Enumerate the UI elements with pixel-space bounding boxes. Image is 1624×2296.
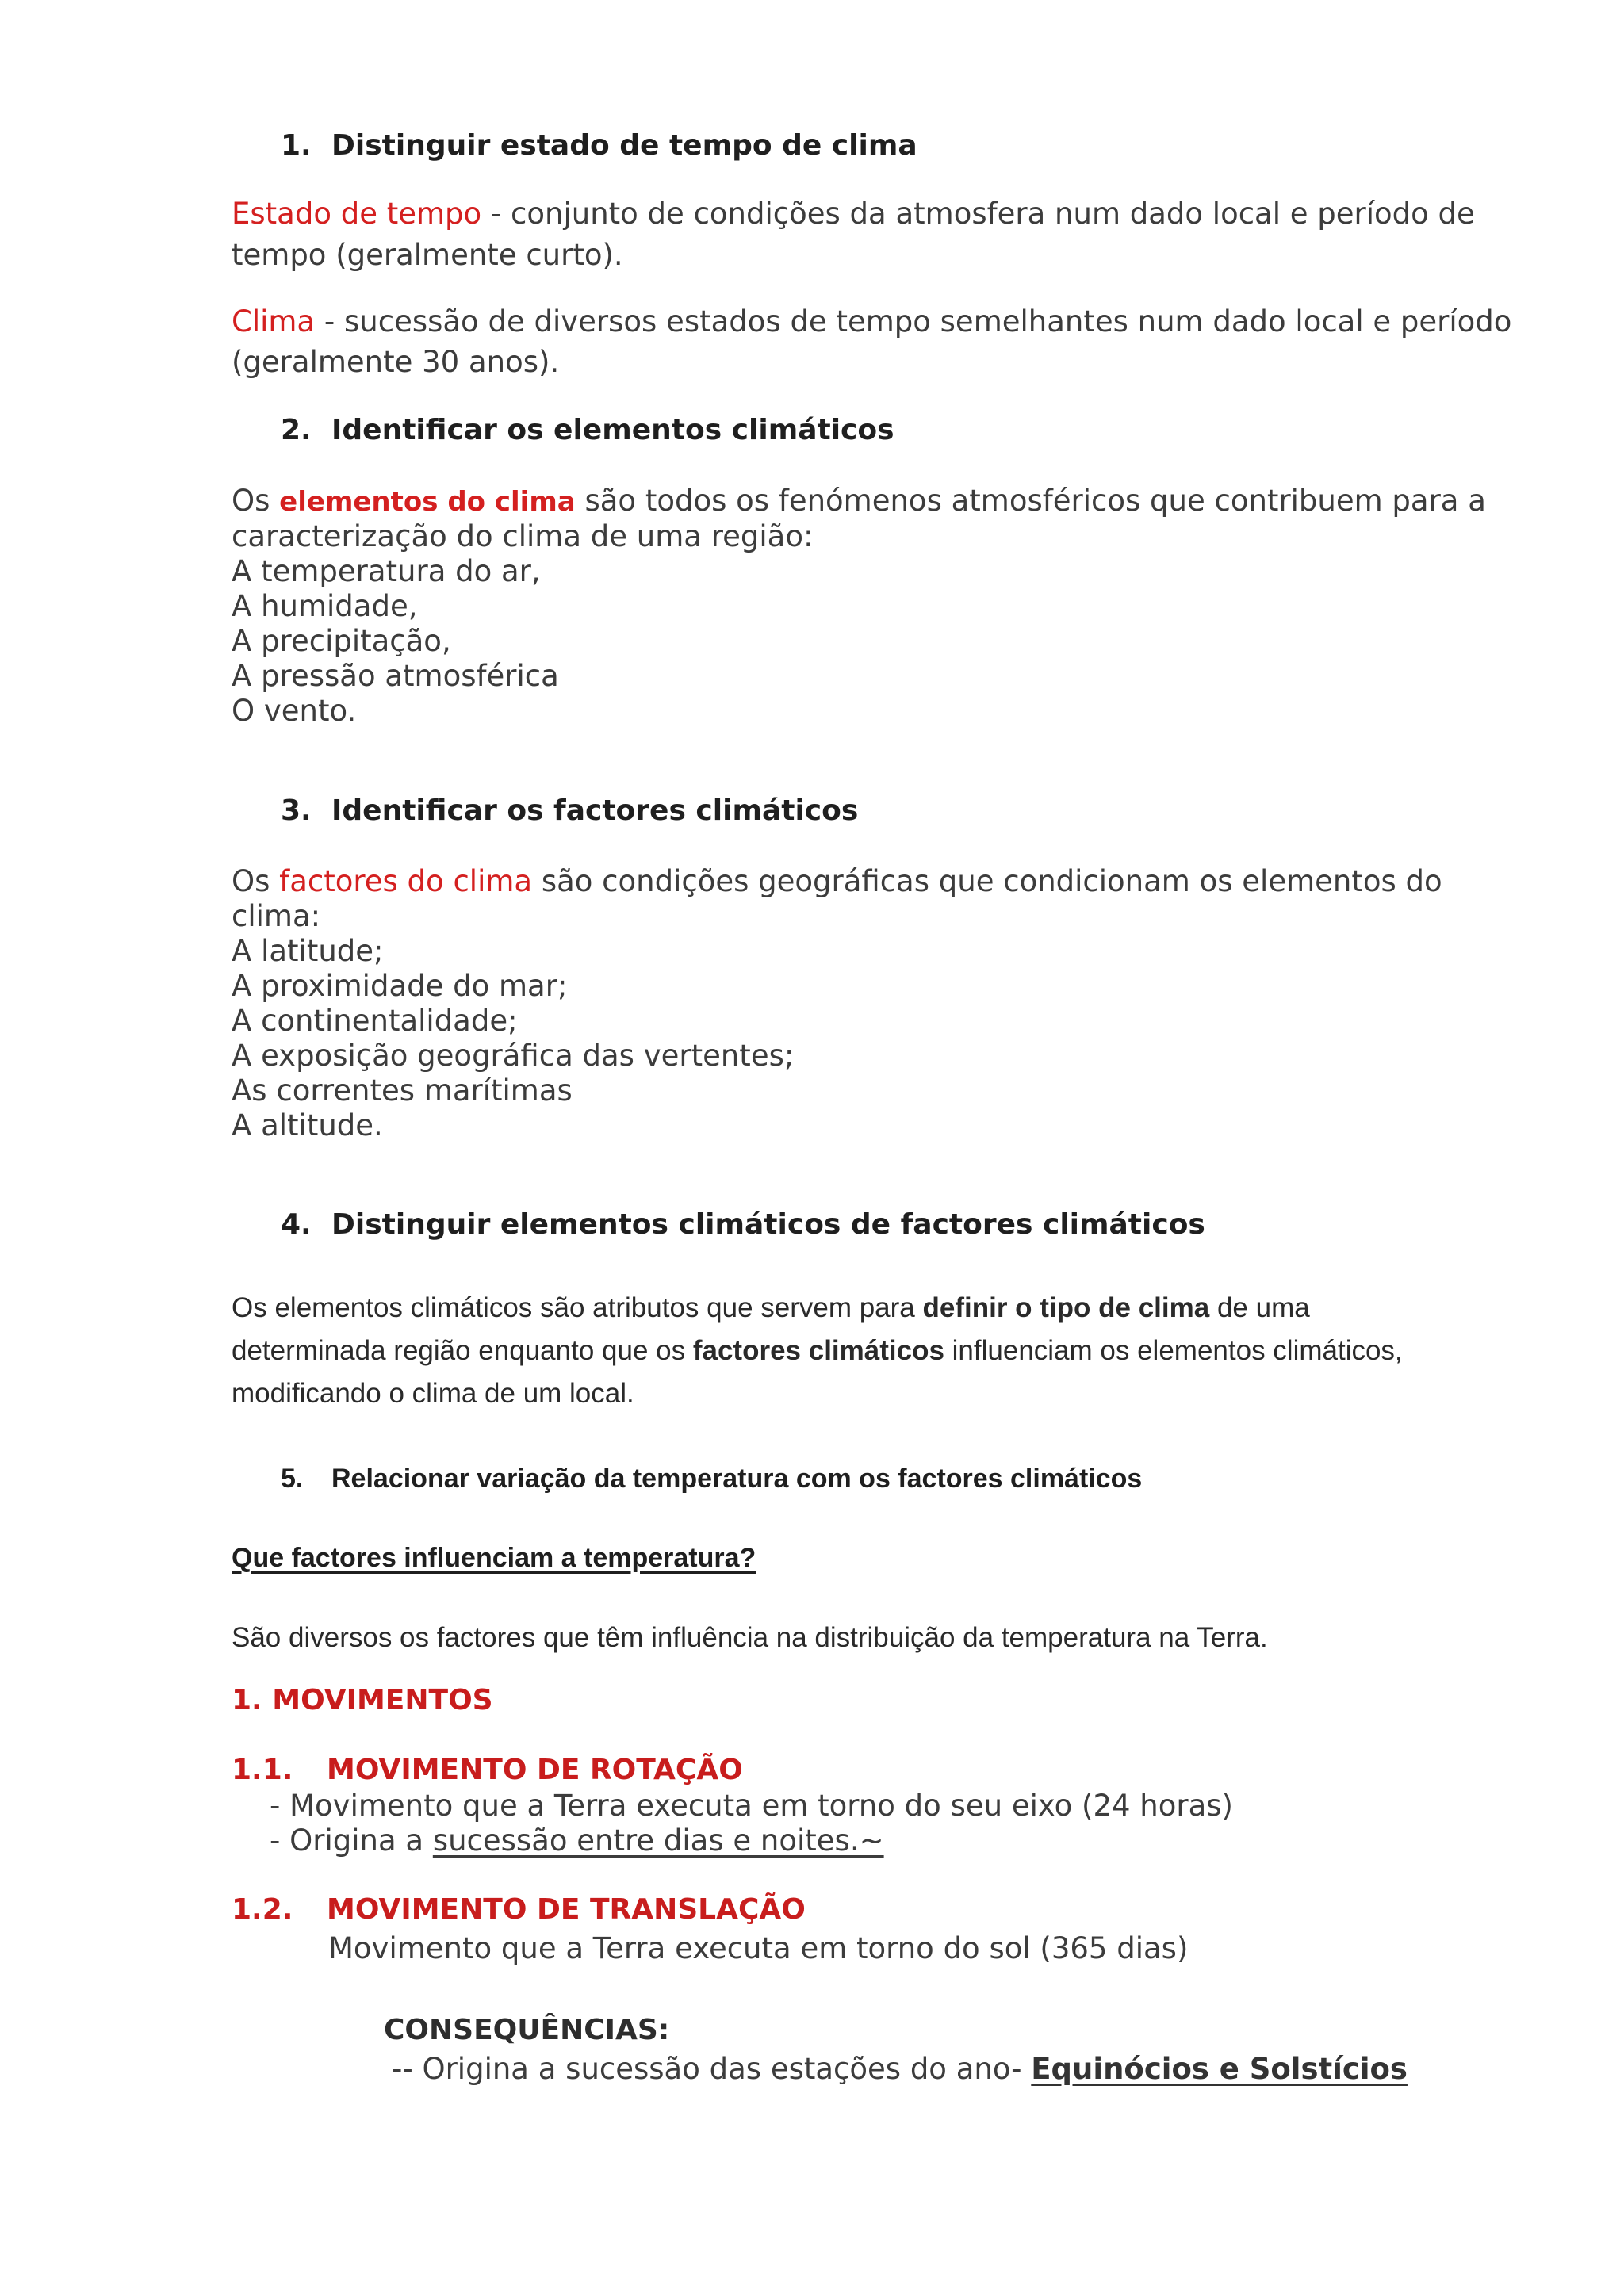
heading-4-number: 4. [281, 1208, 312, 1241]
rotacao-number: 1.1. [232, 1754, 293, 1786]
factores-intro-suffix: são condições geográficas que condicionam os elementos do [532, 864, 1442, 898]
factores-intro-line1 [232, 864, 1442, 898]
term-elementos-do-clima: elementos do clima [279, 486, 576, 518]
elementos-intro-suffix: são todos os fenómenos atmosféricos que contribuem para a [575, 484, 1486, 518]
translacao-title: MOVIMENTO DE TRANSLAÇÃO [327, 1893, 806, 1926]
heading-3-number: 3. [281, 794, 312, 827]
distinction-line3: modificando o clima de um local. [232, 1378, 634, 1409]
movimentos-heading: 1. MOVIMENTOS [232, 1684, 493, 1716]
factores-intro-prefix: Os [232, 864, 280, 898]
heading-5-title: Relacionar variação da temperatura com os factores climáticos [331, 1464, 1143, 1494]
factor-list-item: A latitude; [232, 934, 384, 968]
rotacao-title: MOVIMENTO DE ROTAÇÃO [327, 1754, 743, 1786]
heading-3-title: Identificar os factores climáticos [331, 794, 859, 827]
heading-5 [281, 1464, 1142, 1494]
heading-2-number: 2. [281, 414, 312, 446]
rotacao-line2 [270, 1823, 884, 1858]
elemento-list-item: A temperatura do ar, [232, 554, 541, 588]
heading-3 [281, 794, 858, 827]
estado-tempo-text: - conjunto de condições da atmosfera num dado local e período de [481, 197, 1475, 231]
term-factores-do-clima: factores do clima [279, 864, 533, 898]
elementos-intro-line2: caracterização do clima de uma região: [232, 519, 814, 553]
estado-tempo-definition-line2: tempo (geralmente curto). [232, 238, 623, 272]
heading-4-title: Distinguir elementos climáticos de factores climáticos [331, 1208, 1205, 1241]
factor-list-item: A proximidade do mar; [232, 969, 568, 1003]
factor-list-item: A exposição geográfica das vertentes; [232, 1039, 795, 1073]
rotacao-heading [232, 1754, 743, 1786]
distinction-line2-prefix: determinada região enquanto que os [232, 1335, 693, 1366]
consequencias-heading: CONSEQUÊNCIAS: [384, 2014, 670, 2046]
distinction-line1 [232, 1292, 1310, 1324]
distinction-line1-prefix: Os elementos climáticos são atributos que servem para [232, 1292, 923, 1323]
clima-text: - sucessão de diversos estados de tempo semelhantes num dado local e período [315, 304, 1512, 339]
translacao-line1: Movimento que a Terra executa em torno do sol (365 dias) [328, 1931, 1189, 1965]
heading-5-number: 5. [281, 1464, 304, 1494]
question-heading: Que factores influenciam a temperatura? [232, 1543, 756, 1573]
distinction-line1-suffix: de uma [1209, 1292, 1310, 1323]
sucessao-dias-noites-link: sucessão entre dias e noites.~ [432, 1823, 884, 1858]
bold-definir-tipo-clima: definir o tipo de clima [922, 1292, 1210, 1323]
elemento-list-item: O vento. [232, 694, 357, 728]
consequencias-line [392, 2052, 1408, 2086]
translacao-heading [232, 1893, 806, 1926]
answer-text: São diversos os factores que têm influência na distribuição da temperatura na Terra. [232, 1622, 1268, 1653]
heading-1 [281, 129, 917, 162]
bold-factores-climaticos: factores climáticos [692, 1335, 944, 1366]
elemento-list-item: A humidade, [232, 589, 418, 623]
distinction-line2-suffix: influenciam os elementos climáticos, [944, 1335, 1403, 1366]
heading-4 [281, 1208, 1205, 1241]
elemento-list-item: A precipitação, [232, 624, 451, 658]
heading-2 [281, 414, 894, 446]
term-estado-de-tempo: Estado de tempo [232, 197, 482, 231]
rotacao-line2-prefix: - Origina a [270, 1823, 433, 1858]
consequencias-prefix: -- Origina a sucessão das estações do ano- [392, 2052, 1032, 2086]
heading-1-title: Distinguir estado de tempo de clima [331, 129, 917, 162]
elemento-list-item: A pressão atmosférica [232, 659, 559, 693]
translacao-number: 1.2. [232, 1893, 293, 1926]
heading-1-number: 1. [281, 129, 312, 162]
factor-list-item: A continentalidade; [232, 1004, 518, 1038]
clima-definition-line1 [232, 304, 1511, 339]
elementos-intro-line1 [232, 484, 1486, 518]
heading-2-title: Identificar os elementos climáticos [331, 414, 894, 446]
rotacao-line1: - Movimento que a Terra executa em torno do seu eixo (24 horas) [270, 1789, 1233, 1823]
term-clima: Clima [232, 304, 316, 339]
clima-definition-line2: (geralmente 30 anos). [232, 345, 560, 379]
estado-tempo-definition-line1 [232, 197, 1475, 231]
equinocios-solsticios-link: Equinócios e Solstícios [1031, 2052, 1408, 2086]
factores-intro-line2: clima: [232, 899, 321, 933]
factor-list-item: A altitude. [232, 1108, 383, 1142]
distinction-line2 [232, 1335, 1403, 1367]
factor-list-item: As correntes marítimas [232, 1073, 573, 1108]
elementos-intro-prefix: Os [232, 484, 280, 518]
